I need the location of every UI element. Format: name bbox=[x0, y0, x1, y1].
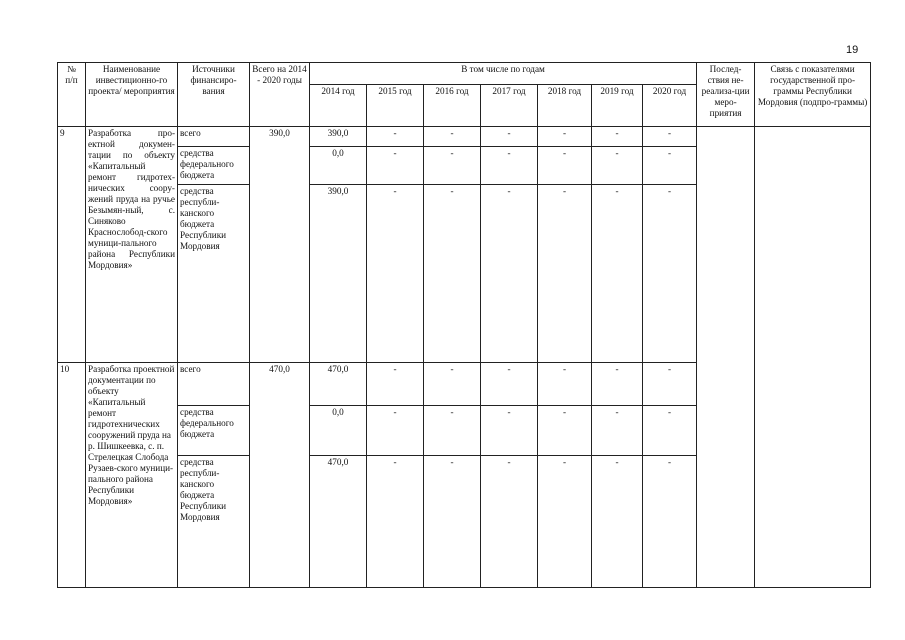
header-year: 2015 год bbox=[367, 85, 424, 127]
year-value: - bbox=[538, 185, 592, 363]
year-value: - bbox=[538, 363, 592, 406]
year-value: - bbox=[481, 127, 538, 147]
total-value: 470,0 bbox=[250, 363, 310, 588]
header-consequences: Послед-ствия не-реализа-ции меро-приятия bbox=[697, 63, 755, 127]
page-number: 19 bbox=[846, 44, 859, 56]
year-value: - bbox=[481, 406, 538, 456]
row-number: 10 bbox=[58, 363, 86, 588]
year-value: - bbox=[424, 147, 481, 185]
year-value: - bbox=[481, 185, 538, 363]
link-cell bbox=[755, 127, 871, 588]
header-sources: Источники финансиро-вания bbox=[178, 63, 250, 127]
funding-source: всего bbox=[178, 363, 250, 406]
year-2014-value: 390,0 bbox=[310, 127, 367, 147]
consequences-cell bbox=[697, 127, 755, 588]
year-value: - bbox=[367, 406, 424, 456]
year-value: - bbox=[538, 406, 592, 456]
header-row-top bbox=[58, 63, 871, 85]
year-value: - bbox=[592, 456, 643, 588]
year-value: - bbox=[424, 363, 481, 406]
year-value: - bbox=[367, 127, 424, 147]
year-value: - bbox=[367, 456, 424, 588]
year-value: - bbox=[538, 147, 592, 185]
funding-source: всего bbox=[178, 127, 250, 147]
project-name: Разработка про-ектной докумен-тации по объекту «Капитальный ремонт гидротех-нических соору-жений пруда на ручье Безымян-ный, с. Синяково Краснослобод-ского муници-пального района Республики Мордовия» bbox=[86, 127, 178, 363]
header-year: 2018 год bbox=[538, 85, 592, 127]
funding-source: средства федерального бюджета bbox=[178, 406, 250, 456]
year-2014-value: 0,0 bbox=[310, 147, 367, 185]
header-year: 2020 год bbox=[643, 85, 697, 127]
year-value: - bbox=[643, 456, 697, 588]
year-value: - bbox=[538, 456, 592, 588]
year-value: - bbox=[592, 406, 643, 456]
header-num bbox=[58, 63, 86, 127]
header-by-years: В том числе по годам bbox=[310, 63, 697, 85]
year-2014-value: 390,0 bbox=[310, 185, 367, 363]
year-2014-value: 470,0 bbox=[310, 456, 367, 588]
year-value: - bbox=[481, 363, 538, 406]
year-value: - bbox=[481, 456, 538, 588]
year-value: - bbox=[643, 185, 697, 363]
header-name: Наименование инвестиционно-го проекта/ мероприятия bbox=[86, 63, 178, 127]
header-year: 2016 год bbox=[424, 85, 481, 127]
header-year: 2014 год bbox=[310, 85, 367, 127]
year-value: - bbox=[424, 185, 481, 363]
year-2014-value: 0,0 bbox=[310, 406, 367, 456]
investment-table bbox=[57, 62, 871, 588]
header-year: 2019 год bbox=[592, 85, 643, 127]
year-value: - bbox=[592, 147, 643, 185]
header-total: Всего на 2014 - 2020 годы bbox=[250, 63, 310, 127]
year-value: - bbox=[424, 406, 481, 456]
year-value: - bbox=[592, 363, 643, 406]
year-value: - bbox=[592, 185, 643, 363]
year-2014-value: 470,0 bbox=[310, 363, 367, 406]
project-name: Разработка проектной документации по объекту «Капитальный ремонт гидротехнических сооружений пруда на р. Шишкеевка, с. п. Стрелецкая Слобода Рузаев-ского муници-пального района Республики Мордовия» bbox=[86, 363, 178, 588]
year-value: - bbox=[367, 363, 424, 406]
year-value: - bbox=[424, 456, 481, 588]
funding-source: средства федерального бюджета bbox=[178, 147, 250, 185]
year-value: - bbox=[643, 127, 697, 147]
total-value: 390,0 bbox=[250, 127, 310, 363]
header-num-text: № п/п bbox=[65, 64, 78, 85]
year-value: - bbox=[424, 127, 481, 147]
year-value: - bbox=[538, 127, 592, 147]
year-value: - bbox=[643, 147, 697, 185]
header-link: Связь с показателями государственной про-граммы Республики Мордовия (подпро-граммы) bbox=[755, 63, 871, 127]
table-row bbox=[58, 127, 871, 147]
funding-source: средства республи-канского бюджета Республики Мордовия bbox=[178, 185, 250, 363]
year-value: - bbox=[367, 185, 424, 363]
header-year: 2017 год bbox=[481, 85, 538, 127]
year-value: - bbox=[367, 147, 424, 185]
year-value: - bbox=[592, 127, 643, 147]
funding-source: средства республи-канского бюджета Республики Мордовия bbox=[178, 456, 250, 588]
year-value: - bbox=[643, 363, 697, 406]
row-number: 9 bbox=[58, 127, 86, 363]
year-value: - bbox=[481, 147, 538, 185]
year-value: - bbox=[643, 406, 697, 456]
